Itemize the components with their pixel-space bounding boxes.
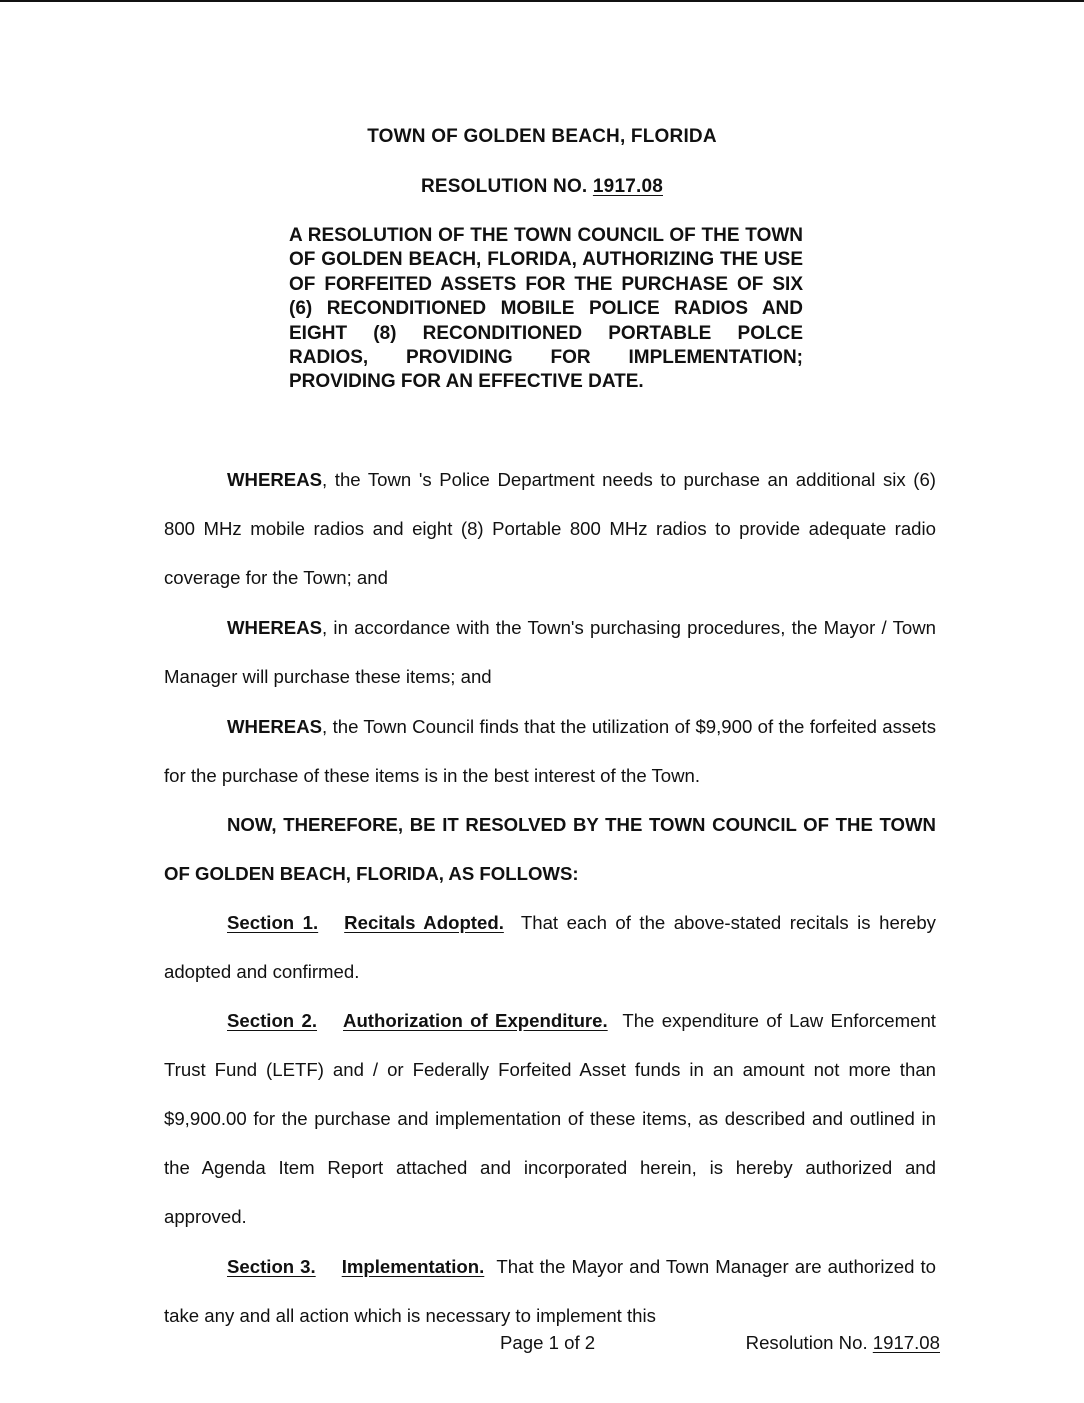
section-number: Section 1. [227,912,319,933]
whereas-clause-1 [164,455,936,602]
section-number: Section 2. [227,1010,318,1031]
resolution-number-heading [0,176,1084,198]
whereas-clause-3 [164,702,936,800]
resolved-text: NOW, THEREFORE, BE IT RESOLVED BY THE TOWN COUNCIL OF THE TOWN OF GOLDEN BEACH, FLORIDA, AS FOLLOWS: [164,814,936,884]
section-number: Section 3. [227,1256,316,1277]
scan-top-edge [0,0,1084,2]
section-1 [164,898,936,996]
whereas-text: , the Town 's Police Department needs to purchase an additional six (6) 800 MHz mobile radios and eight (8) Portable 800 MHz radios to provide adequate radio coverage for the Town; and [164,469,936,588]
section-text: That each of the above-stated recitals is hereby adopted and confirmed. [164,912,936,982]
resolution-number: 1917.08 [592,176,663,197]
resolved-clause [164,800,936,898]
whereas-text: , the Town Council finds that the utilization of $9,900 of the forfeited assets for the purchase of these items is in the best interest of the Town. [164,716,936,786]
footer-resolution [746,1332,940,1354]
section-heading: Authorization of Expenditure. [343,1010,608,1031]
page-number: Page 1 of 2 [500,1332,596,1353]
section-2 [164,996,936,1241]
section-3 [164,1242,936,1340]
section-text: The expenditure of Law Enforcement Trust Fund (LETF) and / or Federally Forfeited Asset funds in an amount not more than $9,900.00 for the purchase and implementation of these items, as described and outlined in the Agenda Item Report attached and incorporated herein, is hereby authorized and approved. [164,1010,936,1227]
resolution-prefix: RESOLUTION NO. [421,176,593,197]
whereas-lead: WHEREAS [227,716,323,737]
whereas-lead: WHEREAS [227,469,323,490]
town-title: TOWN OF GOLDEN BEACH, FLORIDA [367,126,717,147]
section-heading: Implementation. [341,1256,485,1277]
footer-resolution-number: 1917.08 [872,1332,940,1353]
footer-resolution-label: Resolution No. [745,1332,873,1353]
whereas-lead: WHEREAS [227,617,323,638]
whereas-clause-2 [164,603,936,701]
whereas-text: , in accordance with the Town's purchasing procedures, the Mayor / Town Manager will purchase these items; and [164,617,936,687]
section-heading: Recitals Adopted. [344,912,504,933]
resolution-caption: A RESOLUTION OF THE TOWN COUNCIL OF THE TOWN OF GOLDEN BEACH, FLORIDA, AUTHORIZING THE USE OF FORFEITED ASSETS FOR THE PURCHASE OF SIX (6) RECONDITIONED MOBILE POLICE RADIOS AND EIGHT (8) RECONDITIONED PORTABLE POLCE RADIOS, PROVIDING FOR IMPLEMENTATION; PROVIDING FOR AN EFFECTIVE DATE. [289,225,803,393]
section-text: That the Mayor and Town Manager are authorized to take any and all action which is necessary to implement this [164,1256,936,1326]
